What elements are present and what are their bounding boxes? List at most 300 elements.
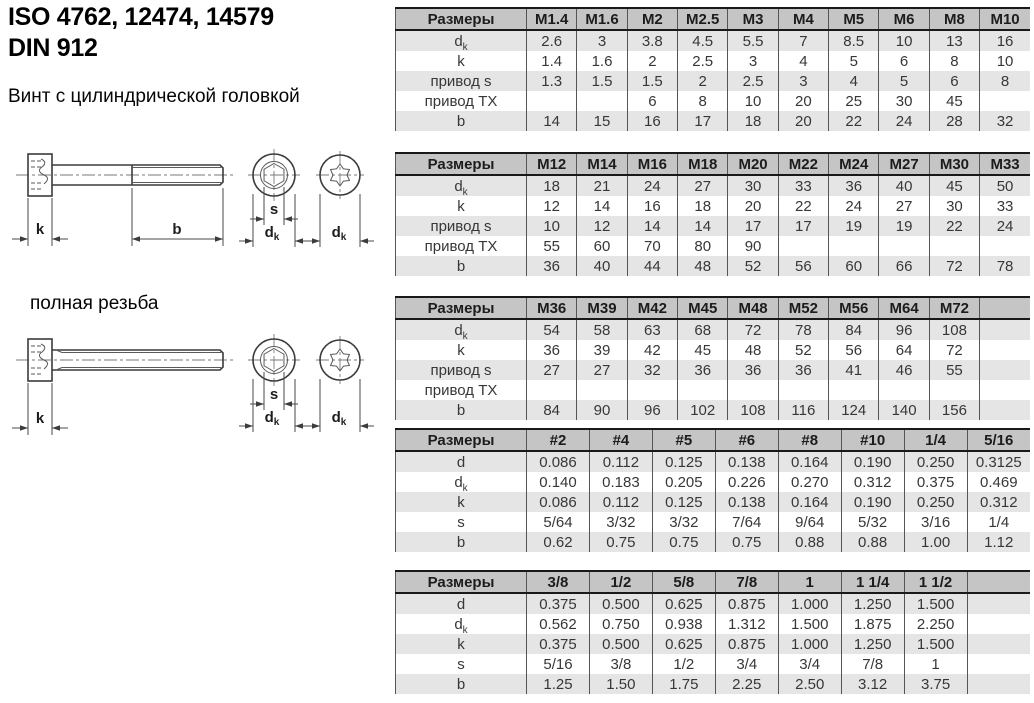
table-row [396, 51, 1031, 71]
value-cell: 4 [829, 71, 879, 91]
value-cell: 90 [728, 236, 778, 256]
table-row [396, 532, 1031, 552]
value-cell: 10 [980, 51, 1030, 71]
value-cell: 1.500 [904, 593, 967, 614]
row-label: $d_k$ [396, 175, 527, 196]
size-column-header: #4 [589, 429, 652, 451]
value-cell: 36 [678, 360, 728, 380]
socket-profile-curve [39, 159, 47, 184]
value-cell: 5.5 [728, 30, 778, 51]
value-cell: 0.112 [589, 451, 652, 472]
value-cell: 0.75 [715, 532, 778, 552]
value-cell: 0.500 [589, 593, 652, 614]
value-cell: 6 [879, 51, 929, 71]
row-label: привод s [396, 360, 527, 380]
size-column-header: M18 [678, 153, 728, 175]
value-cell [980, 340, 1030, 360]
value-cell: 8 [929, 51, 979, 71]
value-cell: 24 [879, 111, 929, 131]
size-column-header: M12 [527, 153, 577, 175]
table-inch-no2-5_16 [395, 428, 1030, 552]
dimension-dk-torx [306, 194, 374, 247]
table-row [396, 91, 1031, 111]
value-cell [778, 236, 828, 256]
value-cell: 1.4 [527, 51, 577, 71]
value-cell: 0.469 [967, 472, 1030, 492]
value-cell: 22 [778, 196, 828, 216]
value-cell: 27 [527, 360, 577, 380]
value-cell: 0.62 [527, 532, 590, 552]
value-cell: 7 [778, 30, 828, 51]
value-cell: 2 [627, 51, 677, 71]
title-din: DIN 912 [8, 34, 98, 62]
value-cell: 2.25 [715, 674, 778, 694]
value-cell [527, 380, 577, 400]
size-column-header: M36 [527, 297, 577, 319]
value-cell: 13 [929, 30, 979, 51]
value-cell: 39 [577, 340, 627, 360]
size-column-header: M14 [577, 153, 627, 175]
value-cell: 0.875 [715, 634, 778, 654]
value-cell: 102 [678, 400, 728, 420]
value-cell [980, 319, 1030, 340]
size-column-header: M64 [879, 297, 929, 319]
row-label: $d_k$ [396, 614, 527, 634]
value-cell: 7/8 [841, 654, 904, 674]
value-cell [980, 400, 1030, 420]
value-cell: 108 [728, 400, 778, 420]
value-cell [980, 380, 1030, 400]
value-cell: 18 [527, 175, 577, 196]
value-cell: 63 [627, 319, 677, 340]
value-cell: 19 [829, 216, 879, 236]
value-cell: 4 [778, 51, 828, 71]
standards-title [8, 2, 274, 64]
value-cell: 24 [829, 196, 879, 216]
size-column-header: M42 [627, 297, 677, 319]
table-row [396, 360, 1031, 380]
value-cell: 0.250 [904, 451, 967, 472]
value-cell: 14 [627, 216, 677, 236]
value-cell: 3 [728, 51, 778, 71]
value-cell [967, 674, 1030, 694]
value-cell: 78 [778, 319, 828, 340]
value-cell [929, 236, 979, 256]
size-column-header: M1.6 [577, 8, 627, 30]
table-inch-3_8-1_1_2 [395, 570, 1030, 694]
size-column-header: #6 [715, 429, 778, 451]
value-cell: 18 [728, 111, 778, 131]
value-cell: 1.500 [904, 634, 967, 654]
value-cell [879, 236, 929, 256]
value-cell: 84 [829, 319, 879, 340]
value-cell: 45 [678, 340, 728, 360]
size-column-header: 1/4 [904, 429, 967, 451]
row-label: привод TX [396, 91, 527, 111]
value-cell: 45 [929, 91, 979, 111]
value-cell: 33 [980, 196, 1030, 216]
value-cell: 3/8 [589, 654, 652, 674]
table-row [396, 319, 1031, 340]
value-cell: 52 [728, 256, 778, 276]
table-row [396, 71, 1031, 91]
row-label: привод TX [396, 380, 527, 400]
value-cell [980, 236, 1030, 256]
sizes-column-header: Размеры [396, 571, 527, 593]
value-cell: 42 [627, 340, 677, 360]
value-cell: 16 [980, 30, 1030, 51]
size-column-header: #2 [527, 429, 590, 451]
torx-end-view [306, 151, 374, 247]
row-label: $d_k$ [396, 319, 527, 340]
size-column-header: M45 [678, 297, 728, 319]
size-column-header: 3/8 [527, 571, 590, 593]
value-cell: 41 [829, 360, 879, 380]
svg-text:dk: $d_k$ [331, 224, 347, 243]
value-cell [577, 380, 627, 400]
value-cell: 96 [879, 319, 929, 340]
value-cell: 1.312 [715, 614, 778, 634]
value-cell: 10 [728, 91, 778, 111]
value-cell: 0.75 [589, 532, 652, 552]
size-column-header: M22 [778, 153, 828, 175]
value-cell: 0.562 [527, 614, 590, 634]
value-cell: 4.5 [678, 30, 728, 51]
table-row [396, 634, 1031, 654]
dimension-k [12, 198, 68, 246]
value-cell [678, 380, 728, 400]
table-row [396, 111, 1031, 131]
row-label: k [396, 51, 527, 71]
size-column-header: M2 [627, 8, 677, 30]
row-label: b [396, 256, 527, 276]
value-cell: 14 [527, 111, 577, 131]
size-column-header: M24 [829, 153, 879, 175]
table-row [396, 196, 1031, 216]
value-cell: 1 [904, 654, 967, 674]
value-cell: 0.086 [527, 451, 590, 472]
table-row [396, 451, 1031, 472]
value-cell: 1.12 [967, 532, 1030, 552]
value-cell: 0.205 [652, 472, 715, 492]
value-cell: 140 [879, 400, 929, 420]
size-column-header: 5/16 [967, 429, 1030, 451]
value-cell: 21 [577, 175, 627, 196]
dimension-b [132, 188, 223, 246]
row-label: d [396, 451, 527, 472]
value-cell: 5 [829, 51, 879, 71]
value-cell: 0.625 [652, 634, 715, 654]
value-cell: 0.375 [904, 472, 967, 492]
value-cell: 3.12 [841, 674, 904, 694]
table-row [396, 492, 1031, 512]
value-cell: 52 [778, 340, 828, 360]
row-label: привод TX [396, 236, 527, 256]
value-cell: 7/64 [715, 512, 778, 532]
size-column-header: M39 [577, 297, 627, 319]
value-cell: 17 [728, 216, 778, 236]
value-cell: 3.75 [904, 674, 967, 694]
value-cell: 0.190 [841, 492, 904, 512]
size-column-header [980, 297, 1030, 319]
value-cell [577, 91, 627, 111]
value-cell: 33 [778, 175, 828, 196]
value-cell [967, 614, 1030, 634]
value-cell: 0.875 [715, 593, 778, 614]
value-cell: 14 [678, 216, 728, 236]
size-column-header: 5/8 [652, 571, 715, 593]
row-label: привод s [396, 71, 527, 91]
value-cell: 15 [577, 111, 627, 131]
value-cell: 156 [929, 400, 979, 420]
size-column-header: M30 [929, 153, 979, 175]
size-column-header: M4 [778, 8, 828, 30]
size-column-header: M8 [929, 8, 979, 30]
value-cell: 12 [577, 216, 627, 236]
value-cell: 10 [879, 30, 929, 51]
value-cell: 8.5 [829, 30, 879, 51]
value-cell [879, 380, 929, 400]
value-cell: 28 [929, 111, 979, 131]
size-column-header: 7/8 [715, 571, 778, 593]
value-cell: 30 [929, 196, 979, 216]
value-cell: 1.6 [577, 51, 627, 71]
value-cell: 2.5 [678, 51, 728, 71]
value-cell: 48 [728, 340, 778, 360]
value-cell: 0.500 [589, 634, 652, 654]
table-row [396, 30, 1031, 51]
value-cell: 3/4 [715, 654, 778, 674]
size-column-header: M56 [829, 297, 879, 319]
table-row [396, 380, 1031, 400]
table-row [396, 216, 1031, 236]
value-cell [778, 380, 828, 400]
table-metric-m36-m72 [395, 296, 1030, 420]
value-cell: 27 [879, 196, 929, 216]
value-cell: 0.140 [527, 472, 590, 492]
value-cell: 8 [980, 71, 1030, 91]
value-cell: 54 [527, 319, 577, 340]
table-metric-m1_4-m10 [395, 7, 1030, 131]
value-cell: 0.190 [841, 451, 904, 472]
value-cell: 1.50 [589, 674, 652, 694]
screw-drawing-partial-thread [10, 146, 385, 252]
table-row [396, 614, 1031, 634]
value-cell: 32 [980, 111, 1030, 131]
value-cell: 0.138 [715, 451, 778, 472]
sizes-column-header: Размеры [396, 8, 527, 30]
value-cell: 3 [778, 71, 828, 91]
value-cell: 36 [829, 175, 879, 196]
value-cell: 0.164 [778, 451, 841, 472]
size-column-header: M33 [980, 153, 1030, 175]
value-cell: 9/64 [778, 512, 841, 532]
value-cell: 5 [879, 71, 929, 91]
svg-text:k: k [35, 410, 45, 427]
value-cell [929, 380, 979, 400]
table-row [396, 472, 1031, 492]
value-cell: 1.3 [527, 71, 577, 91]
value-cell: 0.183 [589, 472, 652, 492]
value-cell: 36 [527, 256, 577, 276]
value-cell: 0.164 [778, 492, 841, 512]
value-cell: 70 [627, 236, 677, 256]
value-cell: 1.875 [841, 614, 904, 634]
value-cell: 60 [829, 256, 879, 276]
value-cell: 0.625 [652, 593, 715, 614]
table-row [396, 654, 1031, 674]
value-cell: 16 [627, 111, 677, 131]
value-cell: 78 [980, 256, 1030, 276]
value-cell: 0.312 [841, 472, 904, 492]
value-cell [527, 91, 577, 111]
screw-side-view-full-thread [12, 339, 234, 435]
value-cell: 55 [527, 236, 577, 256]
value-cell: 0.112 [589, 492, 652, 512]
screw-drawing-full-thread [10, 331, 385, 441]
value-cell: 22 [829, 111, 879, 131]
sizes-column-header: Размеры [396, 297, 527, 319]
value-cell: 0.375 [527, 593, 590, 614]
row-label: b [396, 111, 527, 131]
value-cell: 1.5 [627, 71, 677, 91]
value-cell [728, 380, 778, 400]
value-cell: 50 [980, 175, 1030, 196]
value-cell: 3/32 [589, 512, 652, 532]
svg-text:dk: $d_k$ [264, 224, 280, 243]
value-cell: 36 [728, 360, 778, 380]
value-cell: 17 [678, 111, 728, 131]
size-column-header: #10 [841, 429, 904, 451]
value-cell: 72 [929, 256, 979, 276]
value-cell: 0.750 [589, 614, 652, 634]
row-label: $d_k$ [396, 30, 527, 51]
value-cell: 1.250 [841, 634, 904, 654]
value-cell: 22 [929, 216, 979, 236]
row-label: привод s [396, 216, 527, 236]
value-cell: 17 [778, 216, 828, 236]
value-cell: 24 [980, 216, 1030, 236]
sizes-column-header: Размеры [396, 153, 527, 175]
table-row [396, 256, 1031, 276]
size-column-header: 1/2 [589, 571, 652, 593]
screw-side-view [12, 154, 234, 246]
value-cell: 60 [577, 236, 627, 256]
value-cell: 1.000 [778, 634, 841, 654]
row-label: k [396, 196, 527, 216]
value-cell: 46 [879, 360, 929, 380]
product-name: Винт с цилиндрической головкой [8, 86, 300, 107]
value-cell: 19 [879, 216, 929, 236]
value-cell: 72 [929, 340, 979, 360]
size-column-header: M16 [627, 153, 677, 175]
value-cell: 2.50 [778, 674, 841, 694]
row-label: b [396, 400, 527, 420]
value-cell [829, 380, 879, 400]
full-thread-label: полная резьба [30, 293, 159, 314]
value-cell: 20 [728, 196, 778, 216]
row-label: d [396, 593, 527, 614]
size-column-header: #5 [652, 429, 715, 451]
row-label: b [396, 532, 527, 552]
row-label: k [396, 492, 527, 512]
value-cell: 3/16 [904, 512, 967, 532]
size-column-header: M27 [879, 153, 929, 175]
table-metric-m12-m33 [395, 152, 1030, 276]
size-column-header: M10 [980, 8, 1030, 30]
size-column-header [967, 571, 1030, 593]
value-cell: 8 [678, 91, 728, 111]
value-cell: 108 [929, 319, 979, 340]
value-cell: 16 [627, 196, 677, 216]
dimension-tables [395, 0, 1030, 703]
value-cell: 6 [627, 91, 677, 111]
value-cell: 55 [929, 360, 979, 380]
value-cell: 1/2 [652, 654, 715, 674]
value-cell: 3 [577, 30, 627, 51]
table-row [396, 512, 1031, 532]
table-row [396, 400, 1031, 420]
value-cell: 6 [929, 71, 979, 91]
size-column-header: 1 1/2 [904, 571, 967, 593]
sizes-column-header: Размеры [396, 429, 527, 451]
value-cell: 30 [728, 175, 778, 196]
socket-profile-curve [39, 344, 47, 369]
size-column-header: M48 [728, 297, 778, 319]
row-label: k [396, 634, 527, 654]
value-cell: 58 [577, 319, 627, 340]
svg-text:k: k [35, 221, 45, 238]
value-cell: 0.270 [778, 472, 841, 492]
value-cell: 0.88 [778, 532, 841, 552]
value-cell: 3.8 [627, 30, 677, 51]
value-cell [967, 593, 1030, 614]
row-label: b [396, 674, 527, 694]
value-cell: 68 [678, 319, 728, 340]
value-cell: 24 [627, 175, 677, 196]
svg-text:b: b [172, 221, 182, 238]
value-cell: 5/32 [841, 512, 904, 532]
value-cell: 14 [577, 196, 627, 216]
value-cell: 2 [678, 71, 728, 91]
size-column-header: M1.4 [527, 8, 577, 30]
value-cell: 84 [527, 400, 577, 420]
value-cell: 0.75 [652, 532, 715, 552]
size-column-header: 1 [778, 571, 841, 593]
value-cell: 0.938 [652, 614, 715, 634]
size-column-header: M72 [929, 297, 979, 319]
row-label: k [396, 340, 527, 360]
value-cell [980, 360, 1030, 380]
value-cell: 0.138 [715, 492, 778, 512]
value-cell: 18 [678, 196, 728, 216]
row-label: s [396, 654, 527, 674]
value-cell: 116 [778, 400, 828, 420]
value-cell [627, 380, 677, 400]
title-iso: ISO 4762, 12474, 14579 [8, 3, 274, 31]
table-row [396, 674, 1031, 694]
value-cell: 90 [577, 400, 627, 420]
value-cell: 5/16 [527, 654, 590, 674]
value-cell [829, 236, 879, 256]
value-cell: 40 [577, 256, 627, 276]
size-column-header: #8 [778, 429, 841, 451]
value-cell: 56 [778, 256, 828, 276]
value-cell: 45 [929, 175, 979, 196]
svg-text:s: s [269, 201, 279, 218]
value-cell: 27 [577, 360, 627, 380]
value-cell [980, 91, 1030, 111]
